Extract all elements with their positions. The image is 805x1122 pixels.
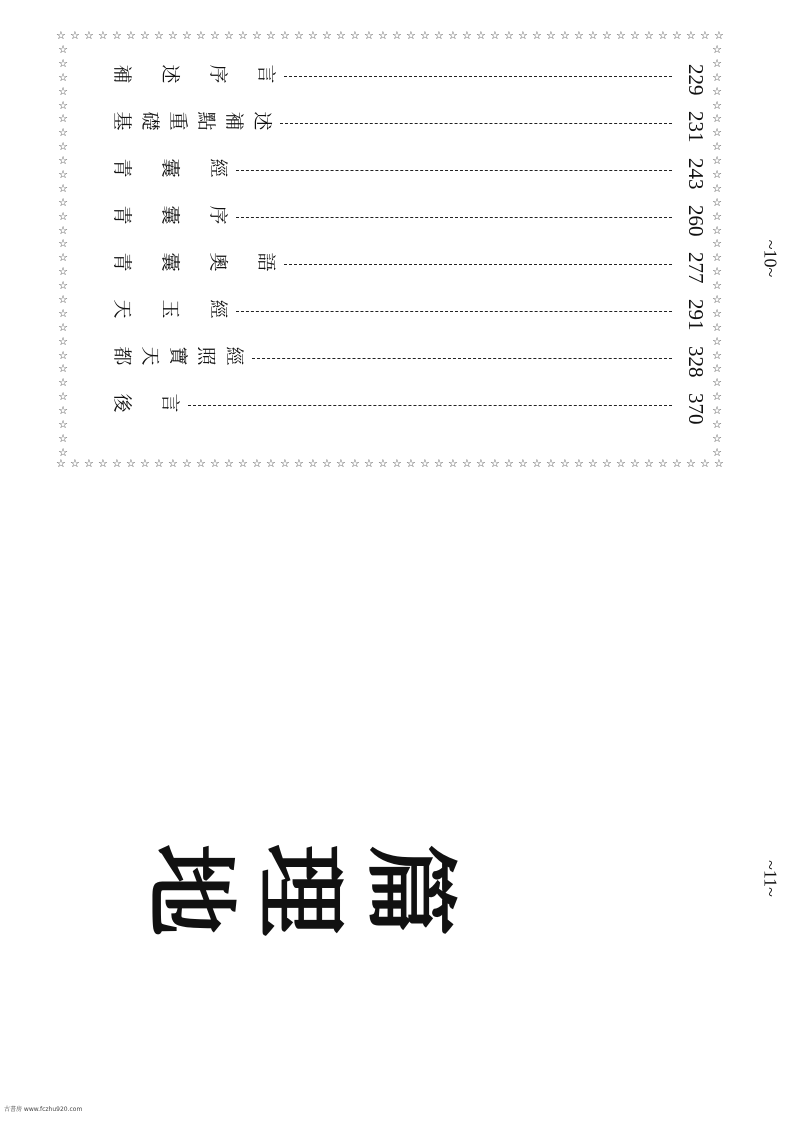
star-ornament-icon: ☆ [700, 458, 710, 470]
toc-entry-char: 天 [111, 299, 133, 319]
star-ornament-icon: ☆ [546, 458, 556, 470]
toc-entry-title [110, 254, 280, 274]
star-ornament-icon: ☆ [686, 30, 696, 42]
star-ornament-icon: ☆ [224, 30, 234, 42]
star-ornament-icon: ☆ [712, 293, 722, 307]
toc-entry-char: 點 [195, 111, 217, 131]
star-ornament-icon: ☆ [476, 458, 486, 470]
star-ornament-icon: ☆ [574, 458, 584, 470]
star-ornament-icon: ☆ [294, 458, 304, 470]
section-title-char-3: 篇 [356, 843, 464, 936]
star-ornament-icon: ☆ [196, 30, 206, 42]
star-ornament-icon: ☆ [336, 458, 346, 470]
star-ornament-icon: ☆ [154, 30, 164, 42]
star-ornament-icon: ☆ [672, 30, 682, 42]
star-ornament-icon: ☆ [280, 30, 290, 42]
toc-entry-page: 231 [684, 111, 708, 143]
star-ornament-icon: ☆ [560, 30, 570, 42]
star-ornament-icon: ☆ [58, 44, 68, 56]
star-ornament-icon: ☆ [58, 126, 68, 140]
star-ornament-icon: ☆ [518, 458, 528, 470]
star-ornament-icon: ☆ [58, 390, 68, 404]
toc-entry [0, 251, 805, 284]
star-ornament-icon: ☆ [712, 445, 722, 458]
star-ornament-icon: ☆ [126, 30, 136, 42]
toc-entry-char: 囊 [159, 158, 181, 178]
star-ornament-icon: ☆ [406, 30, 416, 42]
star-ornament-icon: ☆ [56, 458, 66, 470]
star-ornament-icon: ☆ [712, 279, 722, 293]
star-ornament-icon: ☆ [196, 458, 206, 470]
star-ornament-icon: ☆ [504, 30, 514, 42]
star-ornament-icon: ☆ [712, 140, 722, 154]
toc-entry-char: 語 [255, 252, 277, 272]
toc-entry-char: 礎 [139, 111, 161, 131]
star-ornament-icon: ☆ [602, 458, 612, 470]
star-ornament-icon: ☆ [378, 30, 388, 42]
star-ornament-icon: ☆ [58, 431, 68, 445]
star-ornament-icon: ☆ [70, 458, 80, 470]
toc-entry [0, 299, 805, 331]
star-ornament-icon: ☆ [58, 279, 68, 293]
star-ornament-icon: ☆ [58, 445, 68, 458]
toc-entry-char: 囊 [159, 205, 181, 225]
star-ornament-icon: ☆ [98, 30, 108, 42]
star-ornament-icon: ☆ [712, 223, 722, 237]
star-ornament-icon: ☆ [712, 320, 722, 334]
star-ornament-icon: ☆ [182, 30, 192, 42]
star-ornament-icon: ☆ [58, 112, 68, 126]
star-ornament-icon: ☆ [350, 458, 360, 470]
toc-entry-page: 291 [684, 299, 708, 331]
toc-entry-title [110, 66, 280, 86]
watermark: 古書房 www.fczhu920.com [4, 1106, 83, 1113]
star-ornament-icon: ☆ [84, 458, 94, 470]
star-ornament-icon: ☆ [712, 181, 722, 195]
star-ornament-icon: ☆ [84, 30, 94, 42]
toc-leader-dots [236, 217, 672, 218]
star-ornament-icon: ☆ [532, 458, 542, 470]
star-ornament-icon: ☆ [58, 237, 68, 251]
star-ornament-icon: ☆ [476, 30, 486, 42]
star-ornament-icon: ☆ [58, 418, 68, 432]
star-ornament-icon: ☆ [168, 458, 178, 470]
star-ornament-icon: ☆ [58, 70, 68, 84]
toc-entry-char: 言 [255, 64, 277, 84]
star-ornament-icon: ☆ [712, 431, 722, 445]
toc-entry-char: 都 [111, 346, 133, 366]
toc-entry [0, 346, 805, 378]
star-ornament-icon: ☆ [712, 334, 722, 348]
star-ornament-icon: ☆ [546, 30, 556, 42]
star-ornament-icon: ☆ [602, 30, 612, 42]
star-ornament-icon: ☆ [350, 30, 360, 42]
star-ornament-icon: ☆ [58, 404, 68, 418]
star-ornament-icon: ☆ [58, 293, 68, 307]
toc-leader-dots [280, 123, 672, 124]
toc-entry [0, 393, 805, 425]
star-ornament-icon: ☆ [712, 306, 722, 320]
star-ornament-icon: ☆ [266, 30, 276, 42]
star-ornament-icon: ☆ [658, 458, 668, 470]
star-ornament-icon: ☆ [364, 458, 374, 470]
star-ornament-icon: ☆ [210, 458, 220, 470]
star-ornament-icon: ☆ [712, 404, 722, 418]
star-ornament-icon: ☆ [462, 458, 472, 470]
star-ornament-icon: ☆ [712, 237, 722, 251]
star-ornament-icon: ☆ [712, 362, 722, 376]
toc-entry-char: 基 [111, 111, 133, 131]
toc-entry-char: 後 [111, 393, 133, 413]
toc-entry-char: 囊 [159, 252, 181, 272]
toc-entry-char: 青 [111, 252, 133, 272]
toc-entry-page: 370 [684, 393, 708, 425]
toc-entry-char: 補 [223, 111, 245, 131]
toc-entry-char: 序 [207, 64, 229, 84]
star-ornament-icon: ☆ [712, 98, 722, 112]
star-ornament-icon: ☆ [712, 418, 722, 432]
star-ornament-icon: ☆ [420, 458, 430, 470]
toc-leader-dots [188, 405, 672, 406]
page-number-bottom: ~11~ [760, 860, 781, 897]
star-ornament-icon: ☆ [322, 30, 332, 42]
star-ornament-icon: ☆ [308, 30, 318, 42]
star-ornament-icon: ☆ [58, 223, 68, 237]
star-ornament-icon: ☆ [392, 458, 402, 470]
star-ornament-icon: ☆ [644, 458, 654, 470]
star-ornament-icon: ☆ [58, 168, 68, 182]
star-ornament-icon: ☆ [58, 376, 68, 390]
star-ornament-icon: ☆ [616, 30, 626, 42]
star-ornament-icon: ☆ [712, 70, 722, 84]
toc-entry-page: 260 [684, 205, 708, 237]
star-ornament-icon: ☆ [58, 195, 68, 209]
star-ornament-icon: ☆ [532, 30, 542, 42]
toc-entry-char: 述 [251, 111, 273, 131]
star-ornament-icon: ☆ [658, 30, 668, 42]
star-ornament-icon: ☆ [712, 126, 722, 140]
toc-entry-char: 補 [111, 64, 133, 84]
toc-leader-dots [252, 358, 672, 359]
toc-entry [0, 111, 805, 143]
star-ornament-icon: ☆ [58, 181, 68, 195]
star-ornament-icon: ☆ [58, 98, 68, 112]
star-ornament-icon: ☆ [712, 209, 722, 223]
star-ornament-icon: ☆ [712, 251, 722, 265]
star-ornament-icon: ☆ [672, 458, 682, 470]
star-ornament-icon: ☆ [168, 30, 178, 42]
star-ornament-icon: ☆ [490, 30, 500, 42]
star-ornament-icon: ☆ [140, 458, 150, 470]
toc-entry-char: 照 [195, 346, 217, 366]
star-ornament-icon: ☆ [58, 140, 68, 154]
star-ornament-icon: ☆ [504, 458, 514, 470]
star-ornament-icon: ☆ [112, 30, 122, 42]
toc-entry-char: 青 [111, 205, 133, 225]
star-ornament-icon: ☆ [252, 458, 262, 470]
star-ornament-icon: ☆ [712, 112, 722, 126]
star-ornament-icon: ☆ [434, 458, 444, 470]
star-ornament-icon: ☆ [224, 458, 234, 470]
star-ornament-icon: ☆ [58, 251, 68, 265]
star-ornament-icon: ☆ [280, 458, 290, 470]
star-ornament-icon: ☆ [714, 458, 724, 470]
section-title [136, 820, 480, 960]
star-ornament-icon: ☆ [70, 30, 80, 42]
star-ornament-icon: ☆ [712, 390, 722, 404]
star-ornament-icon: ☆ [294, 30, 304, 42]
star-ornament-icon: ☆ [712, 154, 722, 168]
toc-entry [0, 205, 805, 237]
star-ornament-icon: ☆ [98, 458, 108, 470]
toc-entry-page: 328 [684, 346, 708, 378]
toc-entry-char: 天 [139, 346, 161, 366]
star-ornament-icon: ☆ [58, 362, 68, 376]
toc-entry-char: 述 [159, 64, 181, 84]
star-ornament-icon: ☆ [364, 30, 374, 42]
section-title-char-1: 地 [136, 843, 244, 936]
star-ornament-icon: ☆ [182, 458, 192, 470]
toc-entry-page: 243 [684, 158, 708, 190]
star-ornament-icon: ☆ [712, 56, 722, 70]
star-ornament-icon: ☆ [238, 30, 248, 42]
toc-entry-char: 奧 [207, 252, 229, 272]
toc-entry-char: 寶 [167, 346, 189, 366]
star-ornament-icon: ☆ [714, 30, 724, 42]
star-ornament-icon: ☆ [712, 376, 722, 390]
star-ornament-icon: ☆ [588, 458, 598, 470]
toc-entry [0, 158, 805, 190]
toc-entry-char: 經 [207, 158, 229, 178]
star-ornament-icon: ☆ [406, 458, 416, 470]
star-ornament-icon: ☆ [336, 30, 346, 42]
star-ornament-icon: ☆ [712, 265, 722, 279]
star-ornament-icon: ☆ [210, 30, 220, 42]
toc-entry-char: 玉 [159, 299, 181, 319]
star-ornament-icon: ☆ [58, 56, 68, 70]
star-ornament-icon: ☆ [126, 458, 136, 470]
star-ornament-icon: ☆ [308, 458, 318, 470]
star-ornament-icon: ☆ [58, 154, 68, 168]
toc-entry-page: 229 [684, 64, 708, 96]
page-number-top: ~10~ [760, 239, 781, 278]
star-ornament-icon: ☆ [140, 30, 150, 42]
star-ornament-icon: ☆ [58, 209, 68, 223]
star-ornament-icon: ☆ [686, 458, 696, 470]
star-ornament-icon: ☆ [630, 30, 640, 42]
star-ornament-icon: ☆ [378, 458, 388, 470]
toc-entry-title [110, 113, 280, 133]
star-ornament-icon: ☆ [434, 30, 444, 42]
toc-entry-char: 青 [111, 158, 133, 178]
star-ornament-icon: ☆ [630, 458, 640, 470]
star-ornament-icon: ☆ [392, 30, 402, 42]
toc-leader-dots [236, 311, 672, 312]
star-ornament-icon: ☆ [154, 458, 164, 470]
star-ornament-icon: ☆ [58, 334, 68, 348]
star-ornament-icon: ☆ [58, 84, 68, 98]
star-ornament-icon: ☆ [266, 458, 276, 470]
star-ornament-icon: ☆ [712, 44, 722, 56]
star-ornament-icon: ☆ [252, 30, 262, 42]
star-ornament-icon: ☆ [322, 458, 332, 470]
toc-leader-dots [236, 170, 672, 171]
star-ornament-icon: ☆ [712, 195, 722, 209]
toc-entry-char: 序 [207, 205, 229, 225]
star-ornament-icon: ☆ [560, 458, 570, 470]
toc-entry-char: 言 [159, 393, 181, 413]
star-ornament-icon: ☆ [588, 30, 598, 42]
star-ornament-icon: ☆ [112, 458, 122, 470]
star-ornament-icon: ☆ [712, 168, 722, 182]
star-ornament-icon: ☆ [56, 30, 66, 42]
star-ornament-icon: ☆ [616, 458, 626, 470]
star-ornament-icon: ☆ [58, 348, 68, 362]
toc-leader-dots [284, 264, 672, 265]
star-ornament-icon: ☆ [448, 458, 458, 470]
toc-entry-char: 重 [167, 111, 189, 131]
star-ornament-icon: ☆ [644, 30, 654, 42]
star-ornament-icon: ☆ [518, 30, 528, 42]
toc-entry-char: 經 [207, 299, 229, 319]
star-ornament-icon: ☆ [58, 320, 68, 334]
star-ornament-icon: ☆ [420, 30, 430, 42]
star-ornament-icon: ☆ [448, 30, 458, 42]
star-ornament-icon: ☆ [238, 458, 248, 470]
section-title-char-2: 理 [246, 843, 354, 936]
toc-entry [0, 64, 805, 96]
star-ornament-icon: ☆ [58, 306, 68, 320]
toc-entry-page: 277 [684, 252, 708, 284]
toc-entry-char: 經 [223, 346, 245, 366]
star-ornament-icon: ☆ [58, 265, 68, 279]
star-ornament-icon: ☆ [712, 348, 722, 362]
star-ornament-icon: ☆ [712, 84, 722, 98]
star-ornament-icon: ☆ [574, 30, 584, 42]
star-ornament-icon: ☆ [462, 30, 472, 42]
star-ornament-icon: ☆ [700, 30, 710, 42]
toc-leader-dots [284, 76, 672, 77]
star-ornament-icon: ☆ [490, 458, 500, 470]
